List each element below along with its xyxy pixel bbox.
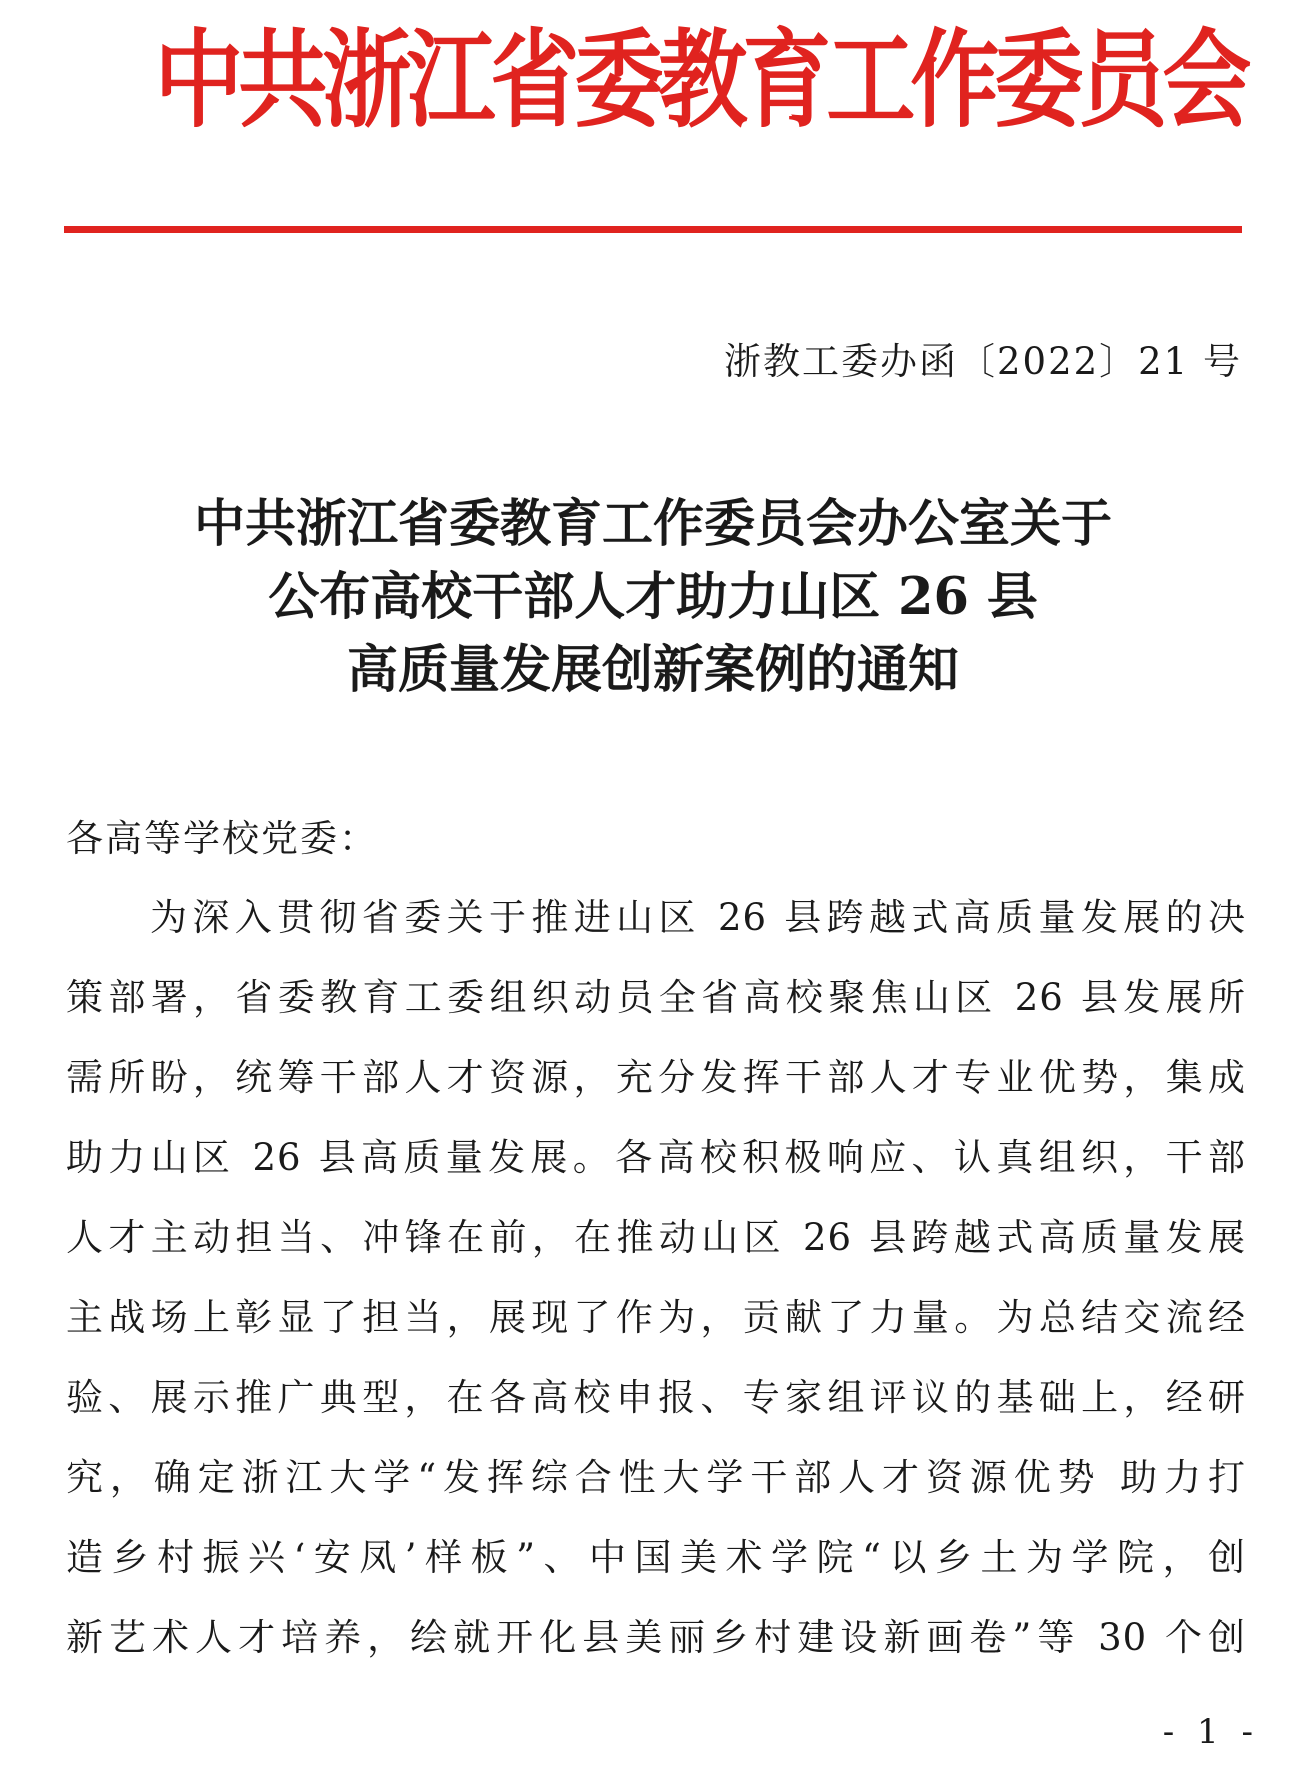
masthead-title: 中共浙江省委教育工作委员会 [154, 17, 1247, 142]
page-number: - 1 - [1162, 1712, 1259, 1752]
body-line: 助力山区 26 县高质量发展。各高校积极响应、认真组织，干部 [66, 1136, 1246, 1179]
body-line: 人才主动担当、冲锋在前，在推动山区 26 县跨越式高质量发展 [66, 1216, 1246, 1259]
body-line: 需所盼，统筹干部人才资源，充分发挥干部人才专业优势，集成 [66, 1056, 1246, 1099]
title-line: 中共浙江省委教育工作委员会办公室关于 [193, 494, 1112, 554]
body-line: 造乡村振兴‘安凤’样板”、中国美术学院“以乡土为学院，创 [66, 1536, 1246, 1579]
red-divider-rule [64, 226, 1242, 233]
body-paragraph [66, 894, 1246, 1694]
body-line: 策部署，省委教育工委组织动员全省高校聚焦山区 26 县发展所 [66, 976, 1246, 1019]
title-line: 公布高校干部人才助力山区 26 县 [268, 567, 1038, 627]
title-line: 高质量发展创新案例的通知 [346, 640, 959, 700]
salutation: 各高等学校党委： [66, 817, 378, 860]
body-line: 主战场上彰显了担当，展现了作为，贡献了力量。为总结交流经 [66, 1296, 1246, 1339]
body-line: 为深入贯彻省委关于推进山区 26 县跨越式高质量发展的决 [150, 896, 1246, 939]
document-number: 浙教工委办函〔2022〕21 号 [723, 340, 1242, 383]
body-line: 验、展示推广典型，在各高校申报、专家组评议的基础上，经研 [66, 1376, 1246, 1419]
document-title [64, 488, 1242, 707]
body-line: 究，确定浙江大学“发挥综合性大学干部人才资源优势 助力打 [66, 1456, 1246, 1499]
body-line: 新艺术人才培养，绘就开化县美丽乡村建设新画卷”等 30 个创 [66, 1616, 1246, 1659]
